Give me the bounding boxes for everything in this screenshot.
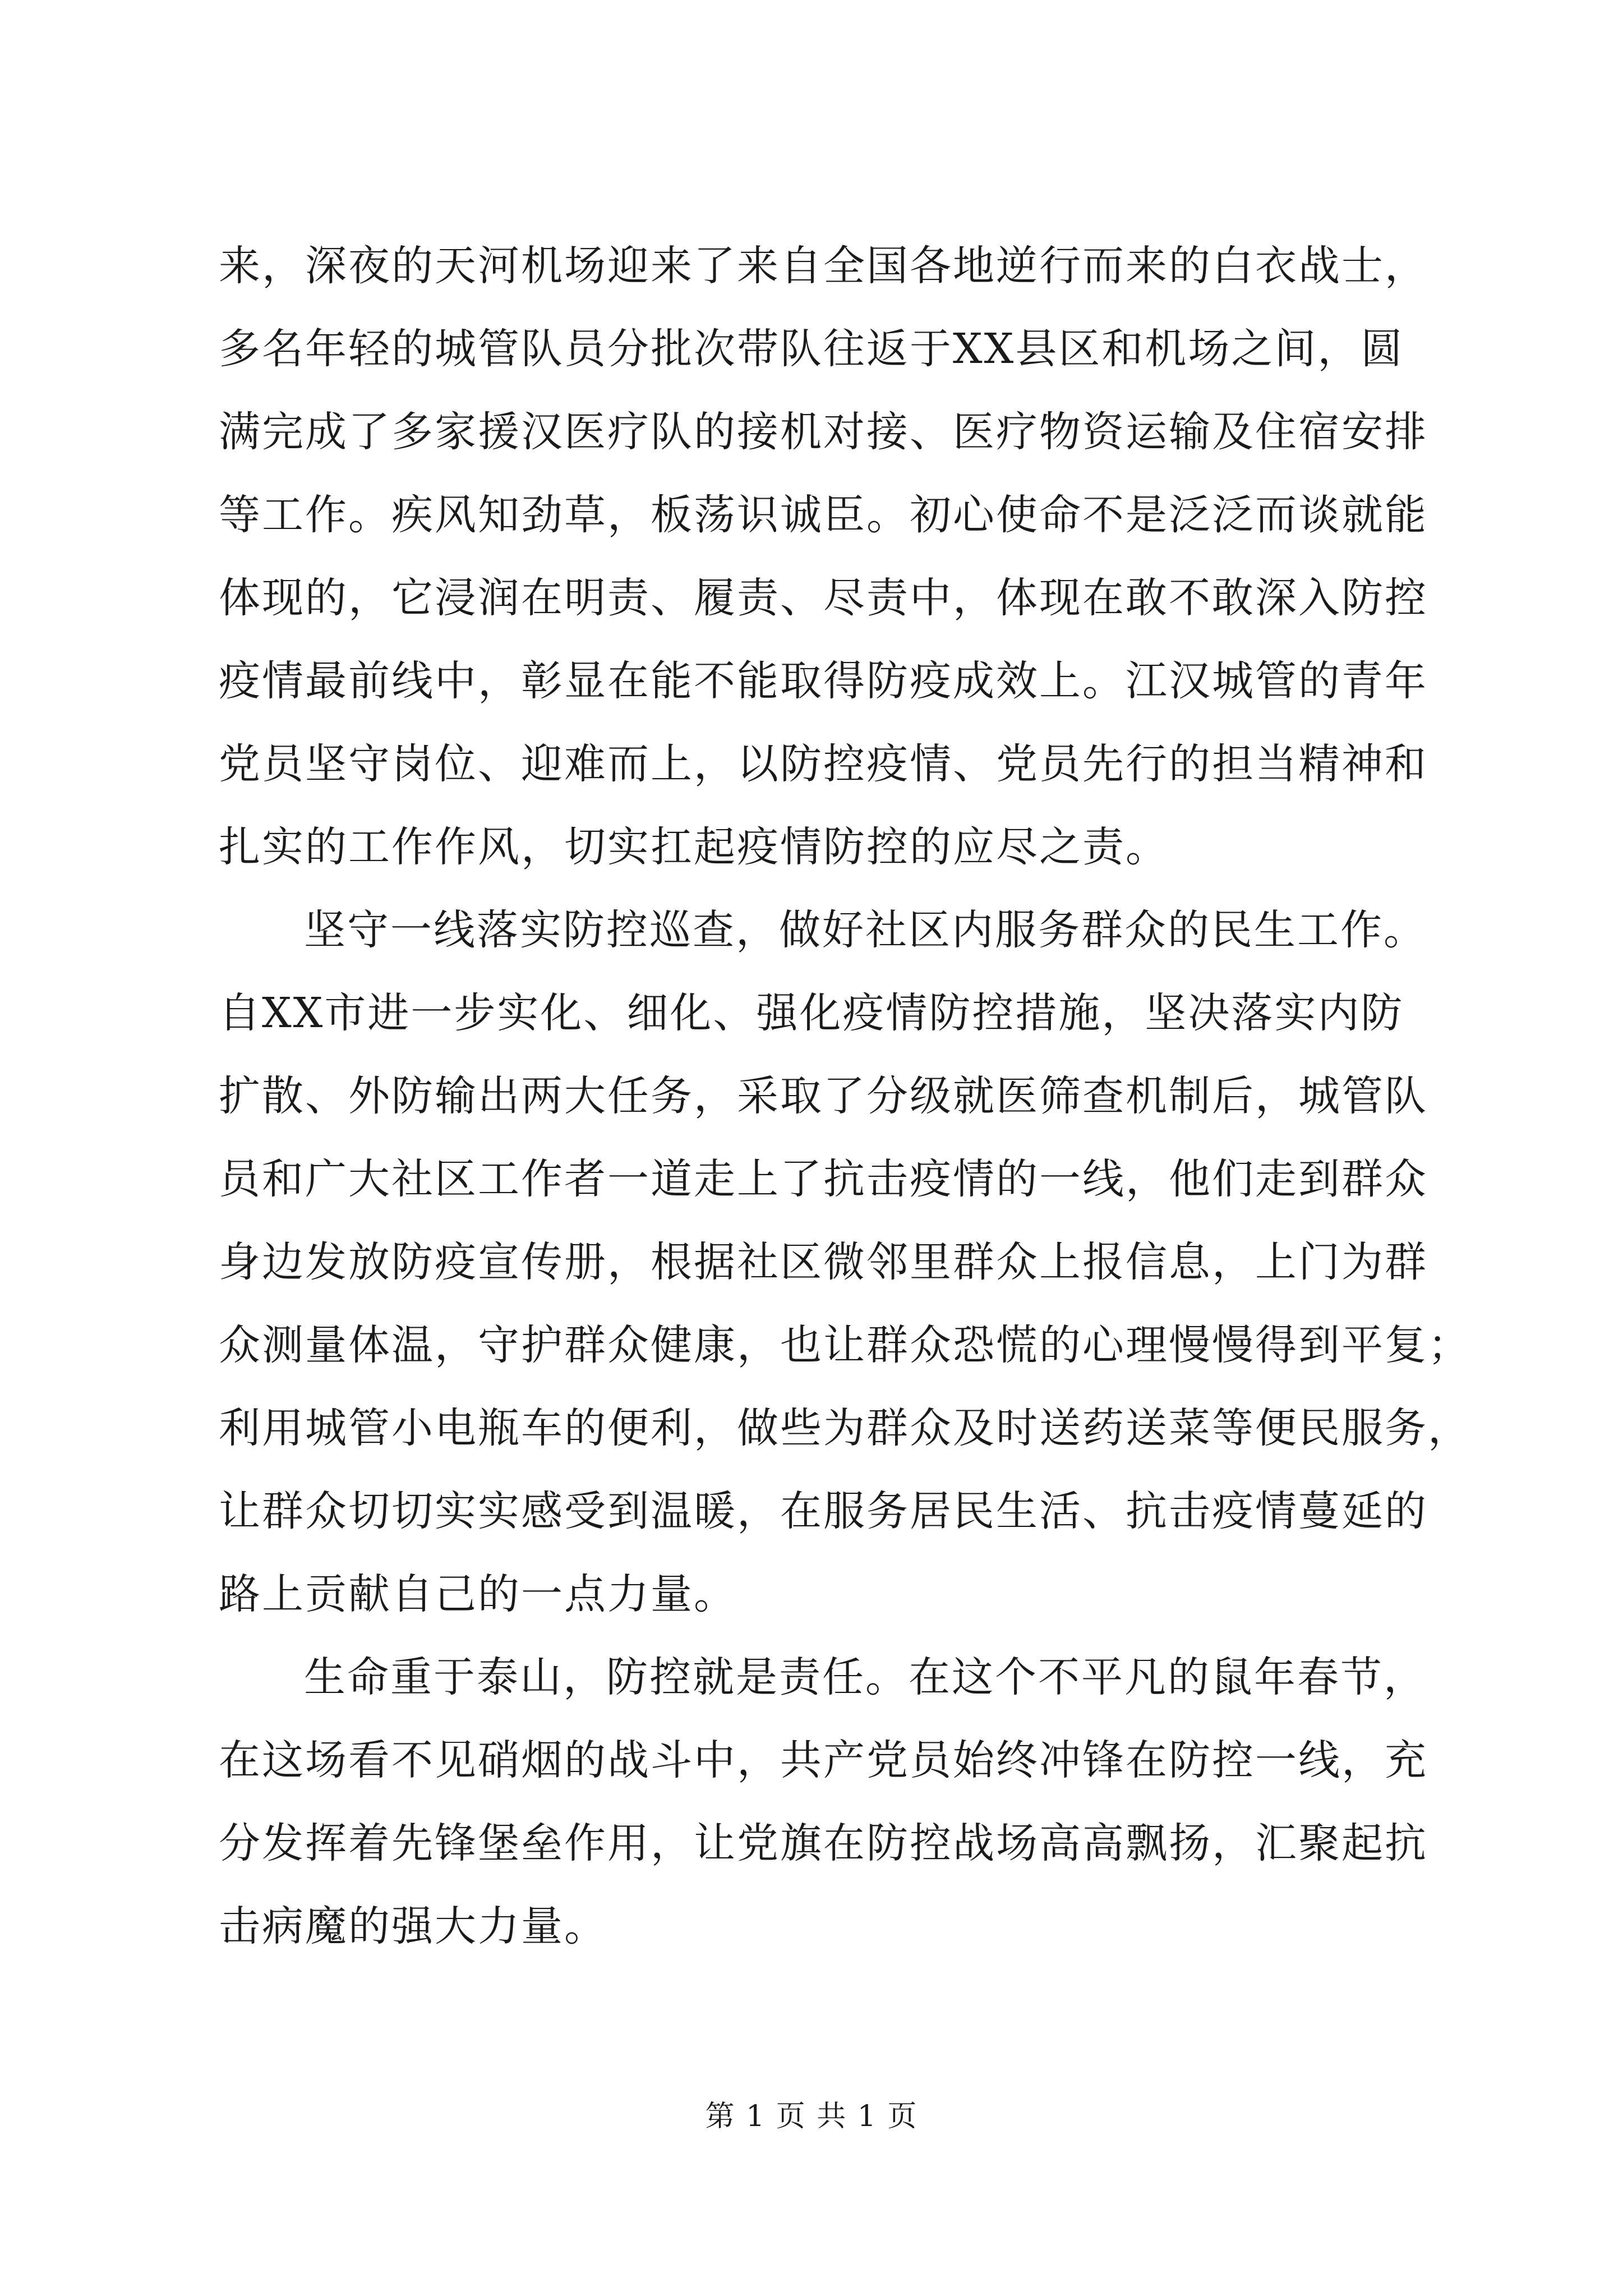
text-line: 体现的，它浸润在明责、履责、尽责中，体现在敢不敢深入防控 (219, 574, 1428, 622)
text-line: 员和广大社区工作者一道走上了抗击疫情的一线，他们走到群众 (219, 1155, 1428, 1203)
text-line: 疫情最前线中，彰显在能不能取得防疫成效上。江汉城管的青年 (219, 657, 1428, 705)
text-line: 满完成了多家援汉医疗队的接机对接、医疗物资运输及住宿安排 (219, 408, 1428, 456)
text-line: 多名年轻的城管队员分批次带队往返于XX县区和机场之间，圆 (219, 325, 1404, 373)
text-line: 来，深夜的天河机场迎来了来自全国各地逆行而来的白衣战士， (219, 242, 1428, 290)
text-line: 在这场看不见硝烟的战斗中，共产党员始终冲锋在防控一线，充 (219, 1736, 1428, 1784)
text-line: 自XX市进一步实化、细化、强化疫情防控措施，坚决落实内防 (219, 989, 1404, 1037)
document-body (219, 224, 1471, 1968)
text-line: 生命重于泰山，防控就是责任。在这个不平凡的鼠年春节， (304, 1653, 1427, 1701)
text-line: 党员坚守岗位、迎难而上，以防控疫情、党员先行的担当精神和 (219, 740, 1428, 788)
text-line: 路上贡献自己的一点力量。 (219, 1570, 737, 1618)
text-line: 击病魔的强大力量。 (219, 1902, 607, 1950)
text-line: 等工作。疾风知劲草，板荡识诚臣。初心使命不是泛泛而谈就能 (219, 491, 1428, 539)
text-line: 利用城管小电瓶车的便利，做些为群众及时送药送菜等便民服务， (219, 1404, 1471, 1452)
paragraph-2 (219, 889, 1471, 1636)
text-line: 让群众切切实实感受到温暖，在服务居民生活、抗击疫情蔓延的 (219, 1487, 1428, 1535)
text-line: 众测量体温，守护群众健康，也让群众恐慌的心理慢慢得到平复； (219, 1321, 1471, 1369)
page-number-footer: 第 1 页 共 1 页 (705, 2100, 918, 2133)
text-line: 身边发放防疫宣传册，根据社区微邻里群众上报信息，上门为群 (219, 1238, 1428, 1286)
text-line: 坚守一线落实防控巡查，做好社区内服务群众的民生工作。 (304, 906, 1427, 954)
paragraph-3 (219, 1636, 1428, 1968)
text-line: 扩散、外防输出两大任务，采取了分级就医筛查机制后，城管队 (219, 1072, 1428, 1120)
text-line: 扎实的工作作风，切实扛起疫情防控的应尽之责。 (219, 823, 1169, 871)
paragraph-1 (219, 224, 1428, 889)
text-line: 分发挥着先锋堡垒作用，让党旗在防控战场高高飘扬，汇聚起抗 (219, 1819, 1428, 1867)
